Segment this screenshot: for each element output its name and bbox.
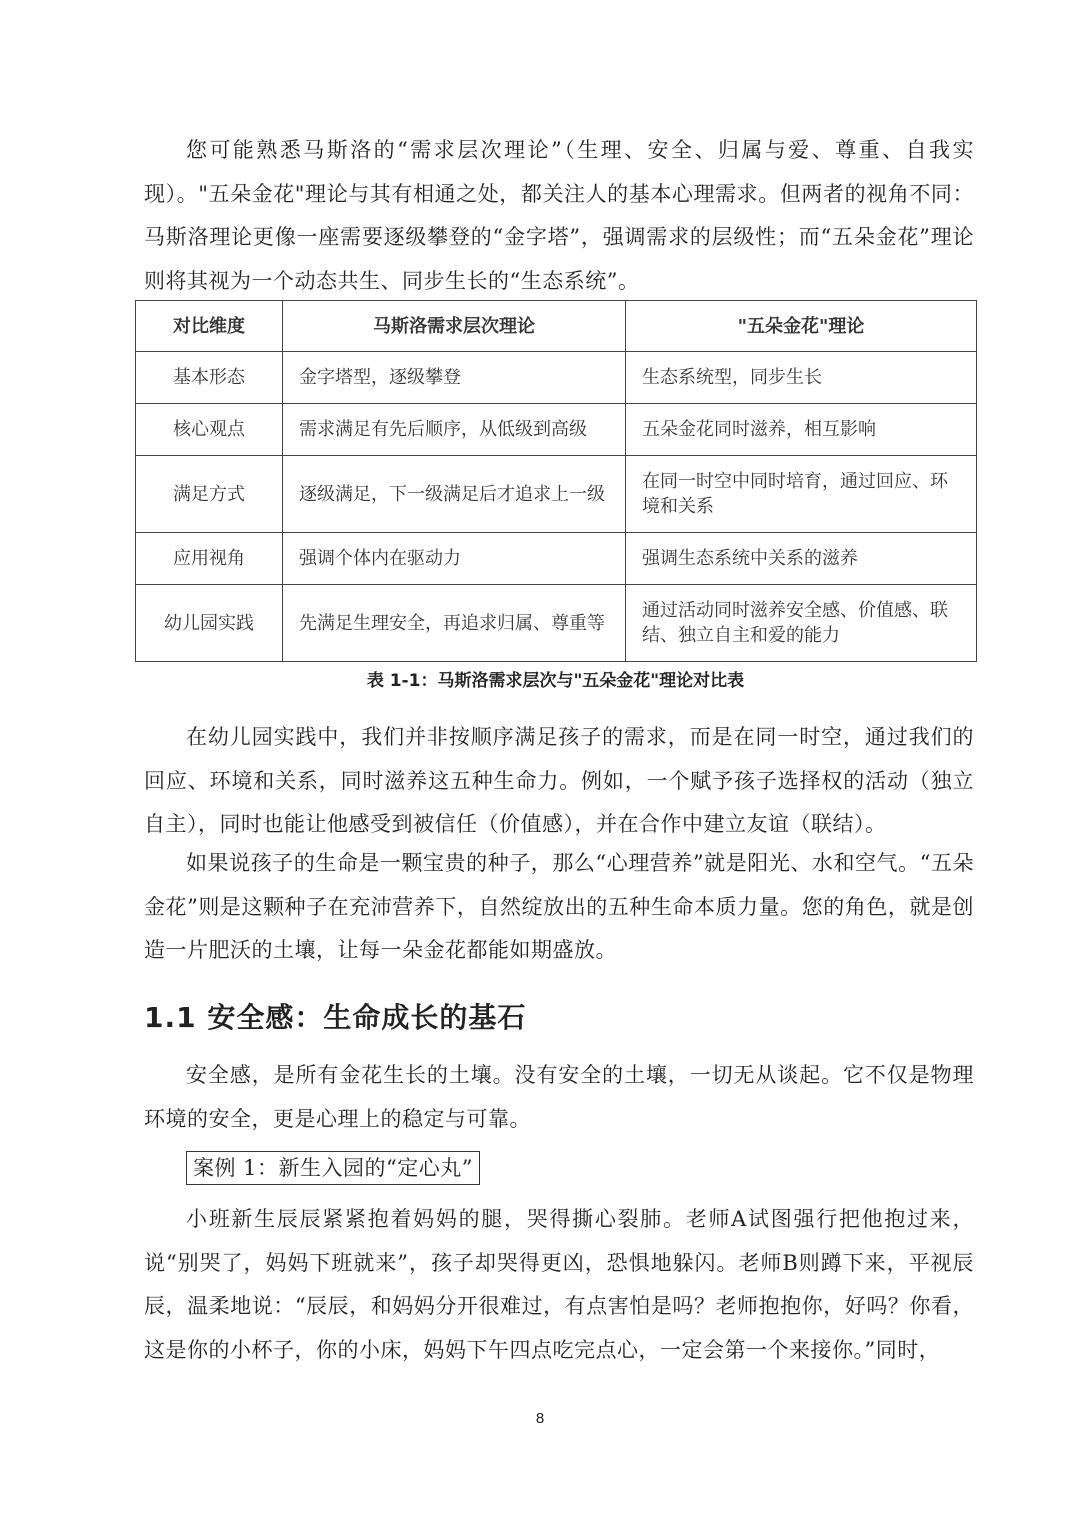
page-number: 8 <box>535 1410 545 1427</box>
table-row <box>136 456 977 533</box>
table-cell-dimension: 应用视角 <box>136 533 283 585</box>
table-cell-dimension: 核心观点 <box>136 404 283 456</box>
table-cell-dimension: 满足方式 <box>136 456 283 533</box>
case-story-paragraph: 小班新生辰辰紧紧抱着妈妈的腿，哭得撕心裂肺。老师A试图强行把他抱过来，说“别哭了，妈妈下班就来”，孩子却哭得更凶，恐惧地躲闪。老师B则蹲下来，平视辰辰，温柔地说：“辰辰，和妈妈分开很难过，有点害怕是吗？老师抱抱你，好吗？你看，这是你的小杯子，你的小床，妈妈下午四点吃完点心，一定会第一个来接你。”同时， <box>144 1207 974 1362</box>
metaphor-paragraph: 如果说孩子的生命是一颗宝贵的种子，那么“心理营养”就是阳光、水和空气。“五朵金花”则是这颗种子在充沛营养下，自然绽放出的五种生命本质力量。您的角色，就是创造一片肥沃的土壤，让每一朵金花都能如期盛放。 <box>144 851 974 962</box>
table-row <box>136 533 977 585</box>
table-header-row <box>136 301 977 352</box>
table-cell-five-flowers: 五朵金花同时滋养，相互影响 <box>626 404 977 456</box>
table-cell-maslow: 金字塔型，逐级攀登 <box>283 352 626 404</box>
table-cell-maslow: 先满足生理安全，再追求归属、尊重等 <box>283 585 626 662</box>
table-row <box>136 352 977 404</box>
table-cell-five-flowers: 通过活动同时滋养安全感、价值感、联结、独立自主和爱的能力 <box>626 585 977 662</box>
header-five-flowers: "五朵金花"理论 <box>626 301 977 352</box>
table-cell-maslow: 需求满足有先后顺序，从低级到高级 <box>283 404 626 456</box>
table-cell-five-flowers: 在同一时空中同时培育，通过回应、环境和关系 <box>626 456 977 533</box>
table-row <box>136 404 977 456</box>
table-row <box>136 585 977 662</box>
table-caption: 表 1-1：马斯洛需求层次与"五朵金花"理论对比表 <box>366 671 745 691</box>
case-title-box: 案例 1：新生入园的“定心丸” <box>186 1151 480 1185</box>
table-cell-maslow: 逐级满足，下一级满足后才追求上一级 <box>283 456 626 533</box>
intro-paragraph: 您可能熟悉马斯洛的“需求层次理论”（生理、安全、归属与爱、尊重、自我实现）。"五朵金花"理论与其有相通之处，都关注人的基本心理需求。但两者的视角不同：马斯洛理论更像一座需要逐级攀登的“金字塔”，强调需求的层级性；而“五朵金花”理论则将其视为一个动态共生、同步生长的“生态系统”。 <box>144 138 974 293</box>
comparison-table <box>135 300 977 662</box>
header-maslow: 马斯洛需求层次理论 <box>283 301 626 352</box>
practice-paragraph: 在幼儿园实践中，我们并非按顺序满足孩子的需求，而是在同一时空，通过我们的回应、环境和关系，同时滋养这五种生命力。例如，一个赋予孩子选择权的活动（独立自主），同时也能让他感受到被信任（价值感），并在合作中建立友谊（联结）。 <box>144 725 974 836</box>
table-cell-maslow: 强调个体内在驱动力 <box>283 533 626 585</box>
safety-paragraph: 安全感，是所有金花生长的土壤。没有安全的土壤，一切无从谈起。它不仅是物理环境的安全，更是心理上的稳定与可靠。 <box>144 1063 974 1131</box>
header-dimension: 对比维度 <box>136 301 283 352</box>
section-heading: 1.1 安全感：生命成长的基石 <box>144 1001 527 1034</box>
table-cell-five-flowers: 生态系统型，同步生长 <box>626 352 977 404</box>
table-cell-five-flowers: 强调生态系统中关系的滋养 <box>626 533 977 585</box>
table-cell-dimension: 基本形态 <box>136 352 283 404</box>
table-cell-dimension: 幼儿园实践 <box>136 585 283 662</box>
